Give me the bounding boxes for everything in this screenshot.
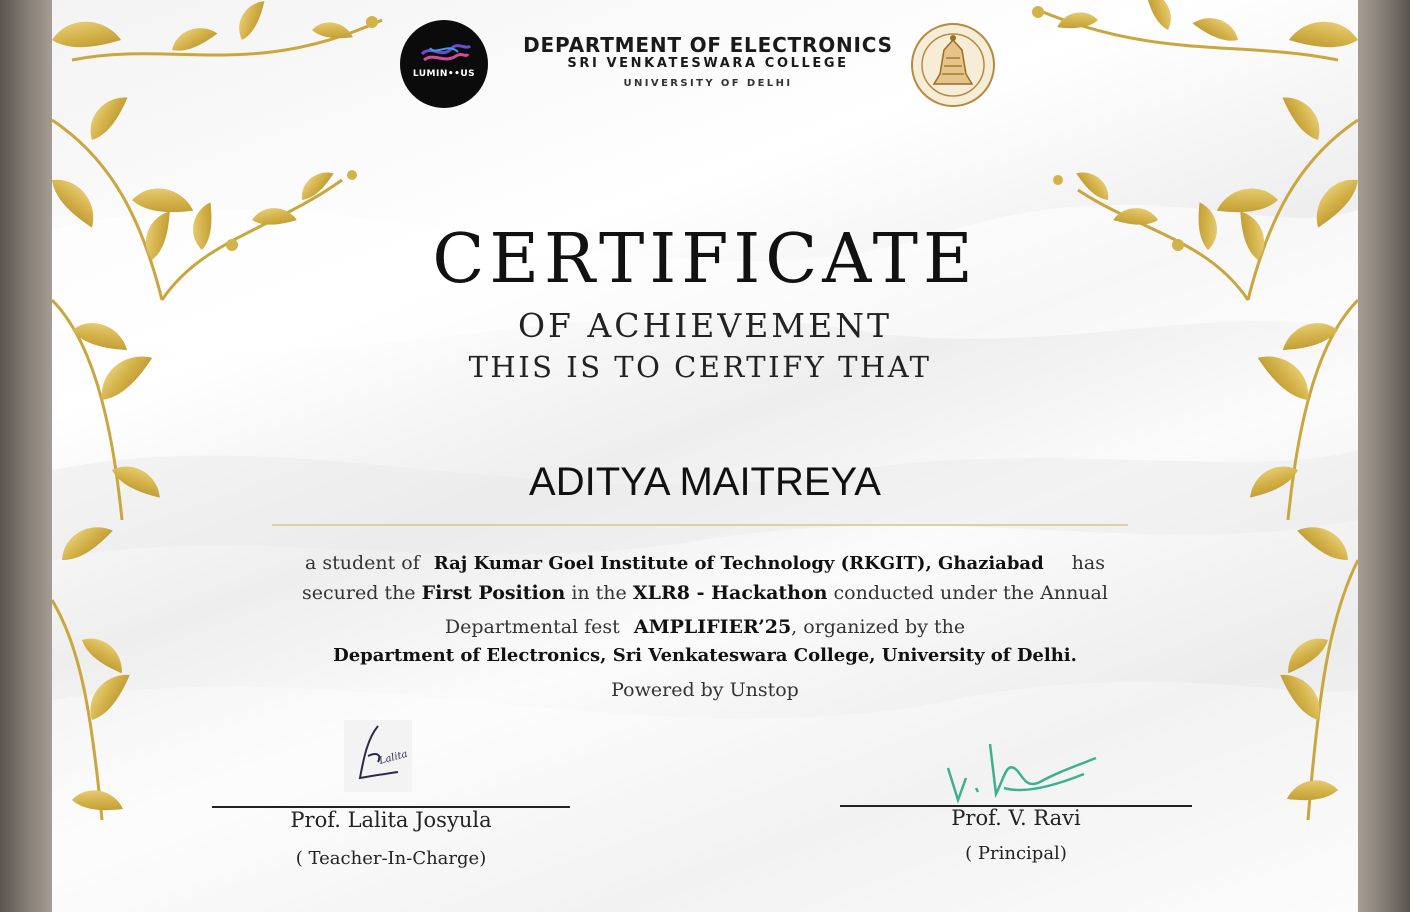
signatory-left-role: ( Teacher-In-Charge) (295, 848, 487, 869)
institute-name: Raj Kumar Goel Institute of Technology (RKGIT), Ghaziabad (433, 553, 1044, 574)
powered-by: Powered by Unstop (611, 679, 799, 701)
student-of-text: a student of (304, 552, 420, 574)
name-underline (272, 524, 1128, 526)
department-title: DEPARTMENT OF ELECTRONICS (523, 33, 893, 57)
signatory-left-name: Prof. Lalita Josyula (290, 808, 492, 832)
university-name: UNIVERSITY OF DELHI (623, 78, 793, 89)
background-left-margin (0, 0, 52, 912)
logo-text: LUMIN••US (412, 69, 476, 79)
certificate (52, 0, 1358, 912)
signature-handwriting: Lalita (377, 748, 409, 767)
fest-label: Departmental fest (444, 616, 620, 638)
signature-ravi-image (944, 738, 1114, 810)
college-name: SRI VENKATESWARA COLLEGE (567, 56, 849, 71)
secured-text: secured the (302, 582, 416, 604)
conducted-text: conducted under the Annual (833, 582, 1108, 604)
college-seal-emblem (910, 22, 996, 108)
recipient-name: ADITYA MAITREYA (529, 460, 881, 504)
certificate-subtitle: OF ACHIEVEMENT (517, 306, 893, 345)
body-line-2 (52, 582, 1358, 604)
signature-lalita-image (338, 716, 418, 796)
in-the-text: in the (571, 582, 627, 604)
body-line-3 (52, 616, 1358, 638)
organized-text: , organized by the (791, 616, 966, 638)
signatory-right-role: ( Principal) (965, 843, 1067, 864)
luminous-logo-graphic (400, 20, 488, 108)
position-text: First Position (421, 582, 566, 604)
body-line-1 (52, 552, 1358, 574)
luminous-logo (400, 20, 488, 108)
background-right-margin (1358, 0, 1410, 912)
signatory-right-name: Prof. V. Ravi (951, 806, 1081, 830)
has-text: has (1071, 552, 1105, 574)
certificate-title: CERTIFICATE (432, 220, 978, 299)
event-name: XLR8 - Hackathon (632, 582, 828, 604)
organizer-line: Department of Electronics, Sri Venkateswara College, University of Delhi. (333, 645, 1077, 666)
certify-text: THIS IS TO CERTIFY THAT (468, 350, 932, 384)
fest-name: AMPLIFIER’25 (633, 616, 792, 638)
